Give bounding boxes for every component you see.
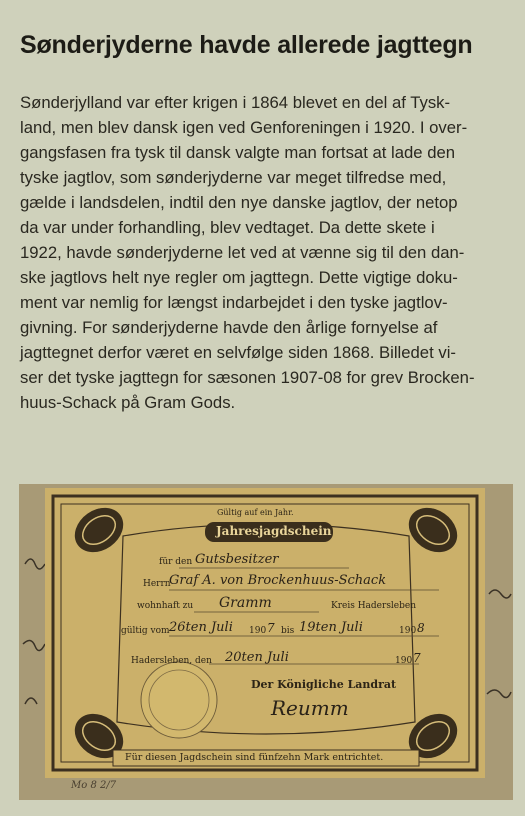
article-title: Sønderjyderne havde allerede jagttegn: [20, 31, 473, 59]
body-line: da var under forhandling, blev vedtaget. Da dette skete i: [20, 218, 435, 237]
value-occupation: Gutsbesitzer: [195, 552, 279, 567]
license-validity-note: Gültig auf ein Jahr.: [217, 508, 294, 517]
label-wohnhaft: wohnhaft zu: [137, 601, 194, 611]
body-line: ser det tyske jagttegn for sæsonen 1907-08 for grev Brocken-: [20, 368, 475, 387]
license-footer: Für diesen Jagdschein sind fünfzehn Mark entrichtet.: [125, 752, 384, 763]
value-year-to: 8: [417, 621, 425, 635]
body-line: ment var nemlig for længst indarbejdet i den tyske jagtlov-: [20, 293, 448, 312]
label-gueltig: gültig vom: [121, 626, 170, 636]
body-line: Sønderjylland var efter krigen i 1864 blevet en del af Tysk-: [20, 93, 451, 112]
label-bis: bis: [281, 626, 295, 636]
label-year-issue: 190: [395, 656, 413, 666]
body-line: 1922, havde sønderjyderne let ved at vænne sig til den dan-: [20, 243, 465, 262]
label-herrn: Herrn: [143, 579, 171, 589]
signature: Reumm: [271, 696, 349, 720]
article-body: [20, 90, 512, 415]
issuer: Der Königliche Landrat: [251, 678, 397, 691]
body-line: tyske jagtlov, som sønderjyderne var meget tilfredse med,: [20, 168, 447, 187]
label-place-date: Hadersleben, den: [131, 656, 212, 666]
hunting-license-photo: [19, 484, 513, 800]
body-line: jagttegnet derfor været en selvfølge siden 1868. Billedet vi-: [20, 343, 456, 362]
value-valid-from: 26ten Juli: [169, 620, 233, 635]
label-kreis: Kreis Hadersleben: [331, 601, 417, 611]
value-valid-to: 19ten Juli: [299, 620, 363, 635]
body-line: ske jagtlovs helt nye regler om jagttegn. Dette vigtige doku-: [20, 268, 458, 287]
value-year-from: 7: [267, 621, 275, 635]
body-line: huus-Schack på Gram Gods.: [20, 393, 236, 412]
value-year-issue: 7: [413, 651, 421, 665]
body-line: land, men blev dansk igen ved Genforeningen i 1920. I over-: [20, 118, 468, 137]
label-year-from: 190: [249, 626, 267, 636]
label-year-to: 190: [399, 626, 417, 636]
label-fuer-den: für den: [159, 557, 193, 567]
body-line: gangsfasen fra tysk til dansk valgte man fortsat at lade den: [20, 143, 456, 162]
pencil-note: Mo 8 2/7: [71, 780, 117, 791]
body-line: givning. For sønderjyderne havde den årlige fornyelse af: [20, 318, 438, 337]
license-heading: Jahresjagdschein: [216, 524, 332, 538]
value-residence: Gramm: [219, 595, 272, 611]
body-line: gælde i landsdelen, indtil den nye danske jagtlov, der netop: [20, 193, 458, 212]
value-issue-date: 20ten Juli: [225, 650, 289, 665]
value-name: Graf A. von Brockenhuus-Schack: [169, 573, 387, 588]
